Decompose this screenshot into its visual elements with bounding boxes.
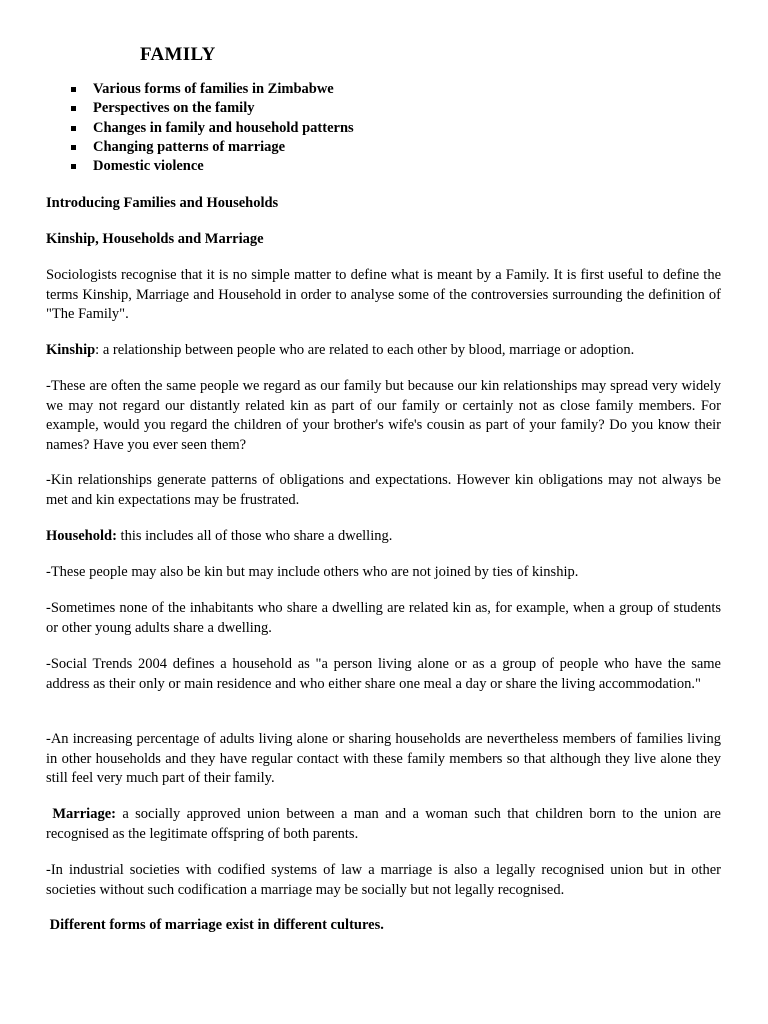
household-term: Household: bbox=[46, 528, 117, 544]
topic-item: Perspectives on the family bbox=[0, 99, 354, 118]
section-heading-kinship-households-marriage: Kinship, Households and Marriage bbox=[46, 231, 264, 247]
household-paragraph-4: -An increasing percentage of adults living alone or sharing households are nevertheless members of families living in other households and they have regular contact with these family members so that although they live alone they still feel very much part of their family. bbox=[46, 731, 721, 787]
marriage-paragraph-1: -In industrial societies with codified systems of law a marriage is also a legally recognised union but in other societies without such codification a marriage may be socially but not legally recognised. bbox=[46, 862, 721, 898]
kinship-definition-text: : a relationship between people who are related to each other by blood, marriage or adoption. bbox=[95, 342, 635, 358]
household-paragraph-2: -Sometimes none of the inhabitants who share a dwelling are related kin as, for example, when a group of students or other young adults share a dwelling. bbox=[46, 600, 721, 636]
kinship-term: Kinship bbox=[46, 342, 96, 358]
topic-item: Various forms of families in Zimbabwe bbox=[0, 80, 354, 99]
closing-heading: Different forms of marriage exist in different cultures. bbox=[49, 917, 384, 933]
marriage-definition-text: a socially approved union between a man and a woman such that children born to the union are recognised as the legitimate offspring of both parents. bbox=[46, 806, 721, 842]
household-definition bbox=[46, 527, 721, 547]
kinship-definition bbox=[46, 341, 721, 361]
topic-item: Changes in family and household patterns bbox=[0, 119, 354, 138]
marriage-definition bbox=[46, 805, 721, 844]
kinship-paragraph-2: -Kin relationships generate patterns of obligations and expectations. However kin obligations may not always be met and kin expectations may be frustrated. bbox=[46, 472, 721, 508]
household-definition-text: this includes all of those who share a dwelling. bbox=[116, 528, 393, 544]
household-paragraph-1: -These people may also be kin but may include others who are not joined by ties of kinship. bbox=[46, 564, 579, 580]
topic-item: Domestic violence bbox=[0, 157, 354, 176]
topic-list bbox=[0, 80, 354, 176]
section-heading-introducing: Introducing Families and Households bbox=[46, 195, 279, 211]
marriage-term: Marriage: bbox=[52, 806, 116, 822]
page-title: FAMILY bbox=[140, 44, 216, 65]
topic-item: Changing patterns of marriage bbox=[0, 138, 354, 157]
intro-paragraph: Sociologists recognise that it is no simple matter to define what is meant by a Family. It is first useful to define the terms Kinship, Marriage and Household in order to analyse some of the controversies surrounding the definition of "The Family". bbox=[46, 267, 721, 323]
kinship-paragraph-1: -These are often the same people we regard as our family but because our kin relationships may spread very widely we may not regard our distantly related kin as part of our family or certainly not as close family members. For example, would you regard the children of your brother's wife's cousin as part of your family? Do you know their names? Have you ever seen them? bbox=[46, 378, 721, 453]
household-paragraph-3: -Social Trends 2004 defines a household as "a person living alone or as a group of people who have the same address as their only or main residence and who either share one meal a day or share the living accommodation." bbox=[46, 656, 721, 692]
